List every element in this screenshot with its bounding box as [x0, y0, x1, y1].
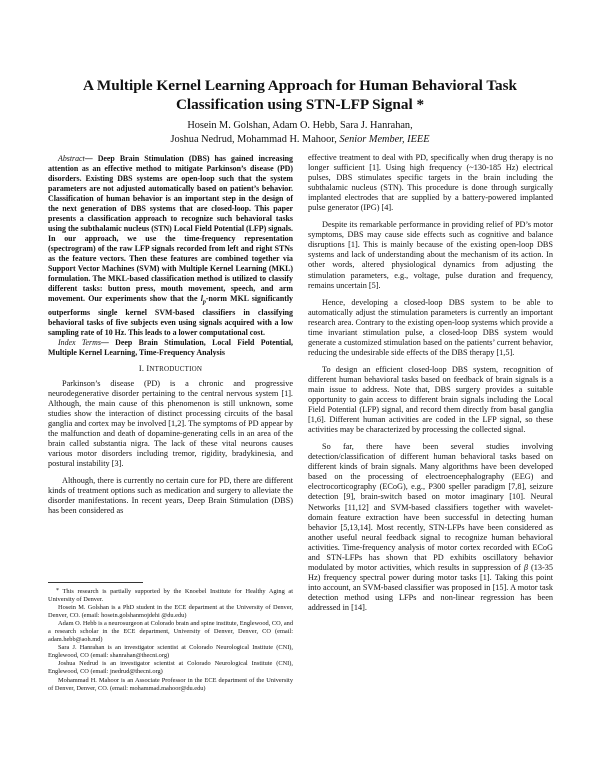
footnotes: [48, 582, 293, 693]
footnote-star: *: [56, 588, 59, 594]
section-heading-introduction: [48, 364, 293, 374]
title-line-2: Classification using STN-LFP Signal *: [175, 96, 425, 113]
section-heading-number: I. I: [138, 363, 150, 373]
right-paragraph-5-text-2: (13-35 Hz) frequency spectral power during motor tasks [1]. Taking this point into account, an SVM-based classifier was proposed in [15]. A motor task detection method using LFPs and non-linear regression has been addressed in [14].: [308, 562, 553, 612]
abstract-text-1: Deep Brain Stimulation (DBS) has gained increasing attention as an effective method to mitigate Parkinson’s disease (PD) disorders. Existing DBS systems are open-loop such that the system parameters are not adjusted automatically based on patient’s behavior. Classification of human behavior is an important step in the design of the next generation of DBS systems that are closed-loop. This paper presents a classification approach to recognize such behavioral tasks using the subthalamic nucleus (STN) Local Field Potential (LFP) signals. In our approach, we use the time-frequency representation (spectrogram) of the raw LFP signals recorded from left and right STNs as the feature vectors. Then these features are combined together via Support Vector Machines (SVM) with Multiple Kernel Learning (MKL) formulation. The MKL-based classification method is utilized to classify different tasks: button press, mouth movement, speech, and arm movement. Our experiments show that the: [48, 154, 293, 303]
index-terms-text: Deep Brain Stimulation, Local Field Potential, Multiple Kernel Learning, Time-Frequency Analysis: [48, 337, 293, 357]
section-heading-rest: NTRODUCTION: [149, 364, 203, 373]
abstract: [48, 154, 293, 338]
authors-line-2: [40, 133, 560, 147]
footnote-funding: [48, 587, 293, 604]
lp-norm-subscript: p: [202, 299, 206, 306]
intro-paragraph-1: Parkinson’s disease (PD) is a chronic and progressive neurodegenerative disorder pertaining to the central nervous system [1]. Although, the main cause of this phenomenon is still unknown, some studies show the interaction of distinct processing circuits of the basal ganglia and cortex may be involved [1,2]. The symptoms of PD appear by the malfunction and death of dopamine-generating cells in an area of the brain called substantia nigra. The lack of these vital neurons causes various motor disorders including tremor, rigidity, bradykinesia, and postural instability [3].: [48, 378, 293, 468]
footnote-hebb: Adam O. Hebb is a neurosurgeon at Colorado brain and spine institute, Englewood, CO, and a research scholar in the ECE department, University of Denver, Denver, CO (email: adam.hebb@aoh.md): [48, 620, 293, 644]
authors-ieee-membership: Senior Member, IEEE: [339, 133, 430, 145]
footnote-golshan: Hosein M. Golshan is a PhD student in the ECE department at the University of Denver, Denver, CO. (email: hosein.golshanmojdehi @du.edu): [48, 604, 293, 620]
author-list: [40, 119, 560, 146]
right-paragraph-5: [308, 442, 553, 613]
index-terms: [48, 338, 293, 358]
abstract-label: Abstract: [58, 154, 85, 163]
footnote-rule: [48, 582, 143, 583]
footnote-hanrahan: Sara J. Hanrahan is an investigator scientist at Colorado Neurological Institute (CNI), Englewood, CO (email: shanrahan@thecni.org): [48, 644, 293, 660]
beta-symbol: β: [523, 562, 528, 572]
right-paragraph-1: effective treatment to deal with PD, specifically when drug therapy is no longer sufficient [1]. Using high frequency (~130-185 Hz) electrical pulses, DBS stimulates specific targets in the brain including the subthalamic nucleus (STN). This procedure is done through surgically implanted electrodes that are supplied by a battery-powered implanted pulse generator (IPG) [4].: [308, 153, 553, 213]
right-paragraph-3: Hence, developing a closed-loop DBS system to be able to automatically adjust the stimulation parameters is currently an important research area. Contrary to the existing open-loop systems which provide a time invariant stimulation pulse, a closed-loop DBS system would generate a customized stimulation based on the patients’ current behavior, reducing the undesirable side effects of the DBS therapy [1,5].: [308, 297, 553, 357]
abstract-dash: —: [84, 154, 98, 163]
right-paragraph-5-text-1: So far, there have been several studies involving detection/classification of different human behavioral tasks based on different kinds of brain signals. Many algorithms have been developed based on the processing of electroencephalography (EEG) and electrocorticography (ECoG), e.g., P300 speller paradigm [7,8], seizure detection [9], brain-switch based on motor imaginary [10]. Neural Networks [11,12] and SVM-based classifiers together with wavelet-domain feature extraction have been successful in detecting human behavior [5,13,14]. Most recently, STN-LFPs have been considered as another useful neural feedback signal to recognize human behavioral activities. Time-frequency analysis of motor cortex recorded with ECoG and STN-LFPs has shown that PD exhibits oscillatory behavior modulated by motor activities, which results in suppression of: [308, 442, 553, 572]
footnote-mahoor: Mohammad H. Mahoor is an Associate Professor in the ECE department of the University of Denver, Denver, CO. (email: mohammad.mahoor@du.edu): [48, 676, 293, 692]
right-paragraph-2: Despite its remarkable performance in providing relief of PD’s motor symptoms, DBS may cause side effects such as cognitive and balance disruptions [1]. This is mainly because of the existing open-loop DBS systems and lack of understanding about the mechanism of its action. In other words, altered physiological dynamics from adjusting the stimulation parameters, e.g., voltage, pulse duration and frequency, remains uncertain [5].: [308, 220, 553, 290]
authors-line-1: Hosein M. Golshan, Adam O. Hebb, Sara J. Hanrahan,: [187, 120, 413, 131]
abstract-text-2: -norm MKL significantly outperforms single kernel SVM-based classifiers in classifying behavioral tasks of five subjects even using signals acquired with a low sampling rate of 10 Hz. This leads to a lower computational cost.: [48, 294, 294, 337]
title-line-1: A Multiple Kernel Learning Approach for Human Behavioral Task: [82, 77, 518, 94]
footnote-funding-text: This research is partially supported by the Knoebel Institute for Healthy Aging at University of Denver.: [48, 588, 293, 604]
lp-norm-symbol: l: [200, 294, 203, 303]
index-terms-dash: —: [100, 337, 116, 347]
left-column: [48, 154, 293, 516]
right-column: [308, 153, 553, 613]
footnote-nedrud: Joshua Nedrud is an investigator scientist at Colorado Neurological Institute (CNI), Englewood, CO (email: jnedrud@thecni.org): [48, 660, 293, 676]
intro-paragraph-2: Although, there is currently no certain cure for PD, there are different kinds of treatment options such as medication and surgery to alleviate the disorder manifestations. In recent years, Deep Brain Stimulation (DBS) has been considered as: [48, 476, 293, 516]
paper-title: [40, 76, 560, 114]
authors-names: Joshua Nedrud, Mohammad H. Mahoor,: [170, 133, 337, 145]
right-paragraph-4: To design an efficient closed-loop DBS system, recognition of different human behavioral tasks based on feedback of brain signals is a main issue to address. Note that, DBS surgery provides a suitable opportunity to gain access to different brain signals including the Local Field Potential (LFP) signal, and record them directly from basal ganglia [1,6]. Different human activities are coded in the LFP signal, so these activities may be characterized by processing the collected signal.: [308, 364, 553, 435]
index-terms-label: Index Terms: [58, 337, 101, 347]
